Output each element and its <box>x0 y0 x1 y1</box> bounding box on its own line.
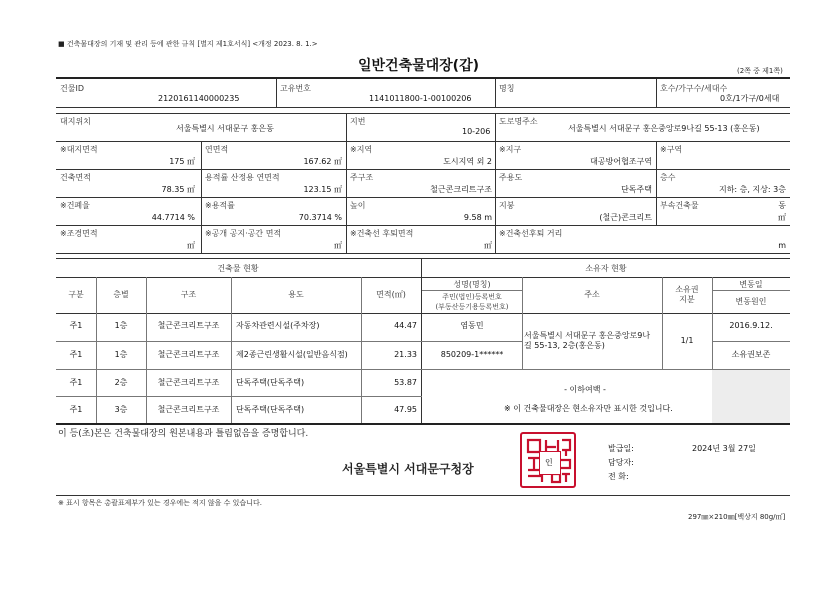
setback-label: ※건축선 후퇴면적 <box>350 229 414 238</box>
row-structure: 철근콘크리트구조 <box>157 350 220 359</box>
phone-label: 전 화: <box>608 472 629 481</box>
setback-distance-value: m <box>778 241 786 250</box>
row-area: 21.33 <box>394 350 417 359</box>
blank-note: - 이하여백 - <box>564 385 606 394</box>
road-label: 도로명주소 <box>499 117 538 126</box>
landscape-value: ㎡ <box>187 241 195 250</box>
public-space-label: ※공개 공지·공간 면적 <box>205 229 282 238</box>
unique-no: 1141011800-1-00100206 <box>369 94 472 103</box>
use-label: 주용도 <box>499 173 523 182</box>
site-value: 서울특별시 서대문구 홍은동 <box>176 124 274 133</box>
issue-date: 2024년 3월 27일 <box>692 444 756 453</box>
land-area-label: ※대지면적 <box>60 145 98 154</box>
row-structure: 철근콘크리트구조 <box>157 405 220 414</box>
setback-value: ㎡ <box>484 241 492 250</box>
owner-address-line-1: 서울특별시 서대문구 홍은중앙로9나 <box>524 331 651 340</box>
building-id-label: 건물ID <box>60 84 84 93</box>
top-border <box>56 77 790 79</box>
owner-id: 850209-1****** <box>440 350 504 359</box>
bcr-label: ※건폐율 <box>60 201 90 210</box>
annex-count: 동 <box>778 201 786 210</box>
row-use: 제2종근린생활시설(일반음식점) <box>236 350 348 359</box>
owner-address-label: 주소 <box>584 290 600 299</box>
floor-area-label: 연면적 <box>205 145 229 154</box>
owner-name: 염동민 <box>460 321 484 330</box>
row-floor: 2층 <box>114 378 128 387</box>
footer-note: ※ 표시 항목은 총괄표제부가 있는 경우에는 적지 않을 수 있습니다. <box>58 499 262 507</box>
col-header-use: 용도 <box>288 290 304 299</box>
building-area-label: 건축면적 <box>60 173 91 182</box>
units-label: 호수/가구수/세대수 <box>660 84 728 93</box>
col-header-floor: 층별 <box>113 290 129 299</box>
lot-label: 지번 <box>350 117 366 126</box>
row-area: 53.87 <box>394 378 417 387</box>
status-section-label: 건축물 현황 <box>217 264 259 273</box>
table-bottom-border <box>56 423 790 425</box>
row-type: 주1 <box>69 405 83 414</box>
certify-text: 이 등(초)본은 건축물대장의 원본내용과 틀림없음을 증명합니다. <box>58 429 309 439</box>
bcr-value: 44.7714 % <box>151 213 195 222</box>
blank-shade <box>712 370 790 423</box>
change-date: 2016.9.12. <box>729 321 773 330</box>
row-use: 자동차관련시설(주차장) <box>236 321 320 330</box>
owner-id-label-1: 주민(법인)등록번호 <box>442 293 502 301</box>
far-label: ※용적률 <box>205 201 235 210</box>
rule-note: ■ 건축물대장의 기재 및 관리 등에 관한 규칙 [별지 제1호서식] <개정 2023. 8. 1.> <box>58 40 318 48</box>
setback-distance-label: ※건축선후퇴 거리 <box>499 229 563 238</box>
height-label: 높이 <box>350 201 366 210</box>
unique-no-label: 고유번호 <box>280 84 311 93</box>
public-space-value: ㎡ <box>334 241 342 250</box>
zone-value: 도시지역 외 2 <box>443 157 492 166</box>
floor-area-value: 167.62 ㎡ <box>303 157 342 166</box>
landscape-label: ※조경면적 <box>60 229 98 238</box>
structure-value: 철근콘크리트구조 <box>430 185 492 194</box>
building-area-value: 78.35 ㎡ <box>161 185 195 194</box>
footer-divider <box>56 495 790 496</box>
structure-label: 주구조 <box>350 173 374 182</box>
row-floor: 1층 <box>114 350 128 359</box>
officer-label: 담당자: <box>608 458 634 467</box>
district-label: ※지구 <box>499 145 522 154</box>
district-value: 대공방어협조구역 <box>590 157 652 166</box>
row-type: 주1 <box>69 321 83 330</box>
road-value: 서울특별시 서대문구 홍은중앙로9나길 55-13 (홍은동) <box>568 124 760 133</box>
sector-label: ※구역 <box>660 145 683 154</box>
row-area: 44.47 <box>394 321 417 330</box>
row-floor: 1층 <box>114 321 128 330</box>
use-value: 단독주택 <box>621 185 652 194</box>
name-label: 명칭 <box>499 84 515 93</box>
seal-box-text: 인 <box>545 458 553 467</box>
col-header-type: 구분 <box>68 290 84 299</box>
owner-share: 1/1 <box>680 336 694 345</box>
change-date-label: 변동일 <box>739 280 763 289</box>
row-structure: 철근콘크리트구조 <box>157 321 220 330</box>
height-value: 9.58 m <box>463 213 492 222</box>
owner-id-label-2: (부동산등기용등록번호) <box>435 303 509 311</box>
issue-date-label: 발급일: <box>608 444 634 453</box>
current-owner-note: ※ 이 건축물대장은 현소유자만 표시한 것입니다. <box>504 404 673 413</box>
col-header-structure: 구조 <box>180 290 197 299</box>
land-area-value: 175 ㎡ <box>169 157 195 166</box>
row-use: 단독주택(단독주택) <box>236 378 305 387</box>
owner-address-line-2: 길 55-13, 2층(홍은동) <box>524 341 605 350</box>
row-type: 주1 <box>69 378 83 387</box>
units-value: 0호/1가구/0세대 <box>720 94 780 103</box>
site-label: 대지위치 <box>60 117 91 126</box>
far-area-value: 123.15 ㎡ <box>303 185 342 194</box>
floors-value: 지하: 층, 지상: 3층 <box>718 185 786 194</box>
issuer-name: 서울특별시 서대문구청장 <box>342 462 474 476</box>
roof-label: 지붕 <box>499 201 515 210</box>
col-header-area: 면적(㎡) <box>376 290 406 299</box>
change-reason-label: 변동원인 <box>735 297 767 306</box>
document-title: 일반건축물대장(갑) <box>358 58 479 74</box>
row-structure: 철근콘크리트구조 <box>157 378 220 387</box>
row-area: 47.95 <box>394 405 417 414</box>
row-use: 단독주택(단독주택) <box>236 405 305 414</box>
zone-label: ※지역 <box>350 145 373 154</box>
building-id: 2120161140000235 <box>158 94 240 103</box>
annex-area: ㎡ <box>778 213 786 222</box>
page-info: (2쪽 중 제1쪽) <box>737 67 783 75</box>
row-floor: 3층 <box>114 405 128 414</box>
change-reason: 소유권보존 <box>731 350 771 359</box>
row-type: 주1 <box>69 350 83 359</box>
roof-value: (철근)콘크리트 <box>599 213 652 222</box>
paper-spec: 297㎜×210㎜[백상지 80g/㎡] <box>688 513 786 521</box>
owner-section-label: 소유자 현황 <box>585 264 627 273</box>
annex-label: 부속건축물 <box>660 201 699 210</box>
far-value: 70.3714 % <box>298 213 342 222</box>
far-area-label: 용적률 산정용 연면적 <box>205 173 280 182</box>
owner-name-label: 성명(명칭) <box>453 280 491 289</box>
floors-label: 층수 <box>660 173 676 182</box>
owner-share-label: 소유권 지분 <box>675 285 699 304</box>
lot-value: 10-206 <box>462 127 491 136</box>
